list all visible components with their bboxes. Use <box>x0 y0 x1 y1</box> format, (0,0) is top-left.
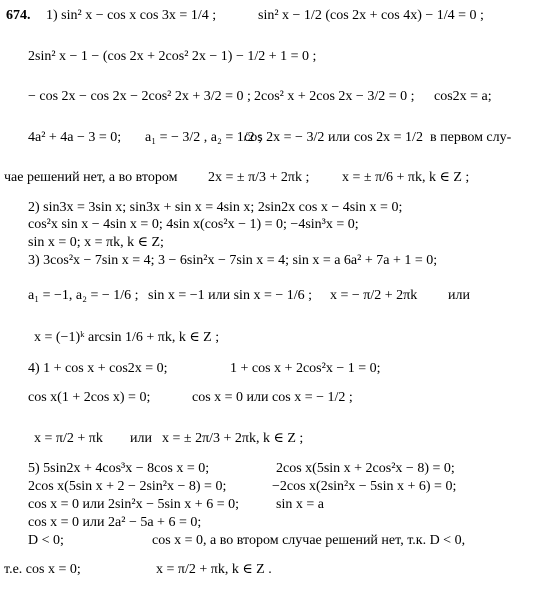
line-18-eq: cos x = 0 или 2a² − 5a + 6 = 0; <box>28 515 202 530</box>
line-13-eq-a: cos x(1 + 2cos x) = 0; <box>28 390 151 405</box>
line-15-eq-a: 5) 5sin2x + 4cos³x − 8cos x = 0; <box>28 461 210 476</box>
line-14-eq-b: x = ± 2π/3 + 2πk, k ∈ Z ; <box>162 431 304 446</box>
line-7-eq: cos²x sin x − 4sin x = 0; 4sin x(cos²x − 1) = 0; −4sin³x = 0; <box>28 217 359 232</box>
line-5-eq-a: 2x = ± π/3 + 2πk ; <box>208 170 310 185</box>
line-4-eq-d: cos 2x = 1/2 <box>354 130 423 145</box>
line-13-eq-b: cos x = 0 или cos x = − 1/2 ; <box>192 390 353 405</box>
line-3-eq-a: − cos 2x − cos 2x − 2cos² 2x + 3/2 = 0 ; <box>28 89 251 104</box>
line-4-eq-c: cos 2x = − 3/2 <box>244 130 325 145</box>
line-17-eq-a: cos x = 0 или 2sin²x − 5sin x + 6 = 0; <box>28 497 239 512</box>
problem-number: 674. <box>6 8 31 23</box>
line-5-eq-b: x = ± π/6 + πk, k ∈ Z ; <box>342 170 470 185</box>
line-10-word: или <box>448 288 470 303</box>
line-5-text: чае решений нет, а во втором <box>4 170 178 185</box>
line-8-eq: sin x = 0; x = πk, k ∈ Z; <box>28 235 164 250</box>
line-3-eq-c: cos2x = a; <box>434 89 492 104</box>
line-20-text: т.е. cos x = 0; <box>4 562 81 577</box>
line-19-text: cos x = 0, а во втором случае решений нет, т.к. D < 0, <box>152 533 466 548</box>
line-20-eq: x = π/2 + πk, k ∈ Z . <box>156 562 272 577</box>
line-11-eq: x = (−1)ᵏ arcsin 1/6 + πk, k ∈ Z ; <box>34 330 220 345</box>
line-4-word: или <box>328 130 350 145</box>
line-19-eq-a: D < 0; <box>28 533 64 548</box>
line-16-eq-a: 2cos x(5sin x + 2 − 2sin²x − 8) = 0; <box>28 479 227 494</box>
line-14-word: или <box>130 431 152 446</box>
line-4-text: в первом слу- <box>430 130 512 145</box>
line-3-eq-b: 2cos² x + 2cos 2x − 3/2 = 0 ; <box>254 89 415 104</box>
line-1-eq-b: sin² x − 1/2 (cos 2x + cos 4x) − 1/4 = 0 ; <box>258 8 484 23</box>
line-10-eq-a: a₁ = −1, a₂ = − 1/6 ; <box>28 288 139 303</box>
line-17-eq-b: sin x = a <box>276 497 324 512</box>
line-4-eq-b: a₁ = − 3/2 , a₂ = 1/2 ; <box>145 130 263 145</box>
line-15-eq-b: 2cos x(5sin x + 2cos²x − 8) = 0; <box>276 461 455 476</box>
line-12-eq-a: 4) 1 + cos x + cos2x = 0; <box>28 361 168 376</box>
line-1-eq-a: 1) sin² x − cos x cos 3x = 1/4 ; <box>46 8 217 23</box>
line-4-eq-a: 4a² + 4a − 3 = 0; <box>28 130 122 145</box>
line-10-eq-c: x = − π/2 + 2πk <box>330 288 418 303</box>
line-16-eq-b: −2cos x(2sin²x − 5sin x + 6) = 0; <box>272 479 457 494</box>
line-2-eq: 2sin² x − 1 − (cos 2x + 2cos² 2x − 1) − 1/2 + 1 = 0 ; <box>28 49 317 64</box>
line-14-eq-a: x = π/2 + πk <box>34 431 103 446</box>
line-6-eq: 2) sin3x = 3sin x; sin3x + sin x = 4sin x; 2sin2x cos x − 4sin x = 0; <box>28 200 403 215</box>
line-10-eq-b: sin x = −1 или sin x = − 1/6 ; <box>148 288 313 303</box>
line-9-eq: 3) 3cos²x − 7sin x = 4; 3 − 6sin²x − 7sin x = 4; sin x = a 6a² + 7a + 1 = 0; <box>28 253 438 268</box>
line-12-eq-b: 1 + cos x + 2cos²x − 1 = 0; <box>230 361 381 376</box>
